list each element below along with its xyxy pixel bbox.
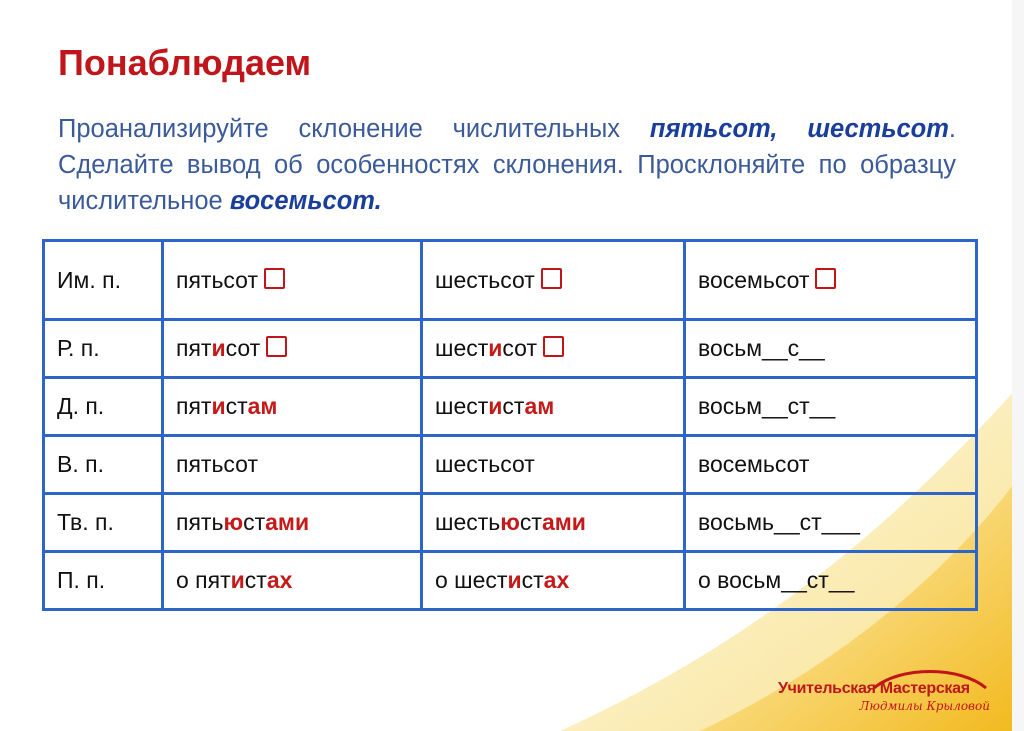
morpheme-box-icon: [266, 336, 287, 357]
publisher-logo: [778, 664, 998, 716]
word-part: пятьсот: [176, 451, 259, 477]
word-form-cell: [163, 241, 422, 320]
case-label: Д. п.: [44, 378, 163, 436]
word-form-cell: [685, 552, 977, 610]
case-label: Им. п.: [44, 241, 163, 320]
morpheme-box-icon: [264, 268, 285, 289]
highlighted-morpheme: ах: [543, 567, 570, 593]
word-part: шест: [435, 393, 489, 419]
word-part: ст: [244, 567, 267, 593]
word-form-cell: [422, 320, 685, 378]
numeral-vosemsot: восемьсот.: [229, 187, 382, 215]
highlighted-morpheme: ах: [266, 567, 293, 593]
word-part: сот: [502, 335, 538, 361]
word-part: восьм__с__: [698, 335, 825, 361]
morpheme-box-icon: [541, 268, 562, 289]
highlighted-morpheme: ю: [223, 509, 244, 535]
word-form-cell: [685, 494, 977, 552]
word-form-cell: [685, 436, 977, 494]
word-form-cell: [422, 552, 685, 610]
word-part: ст: [225, 393, 248, 419]
logo-main-text: Учительская Мастерская: [778, 680, 970, 697]
highlighted-morpheme: и: [230, 567, 245, 593]
word-form-cell: [685, 241, 977, 320]
highlighted-morpheme: и: [488, 393, 503, 419]
word-form-cell: [422, 436, 685, 494]
instruction-part: . Сделайте вывод об особенностях склонения. Просклоняйте по образцу числительное: [58, 115, 957, 215]
instruction-part: Проанализируйте склонение числительных: [58, 115, 650, 143]
word-part: восьмь__ст___: [698, 509, 861, 535]
highlighted-morpheme: ам: [247, 393, 278, 419]
word-part: ст: [502, 393, 525, 419]
morpheme-box-icon: [815, 268, 836, 289]
highlighted-morpheme: ами: [541, 509, 586, 535]
word-form-cell: [163, 436, 422, 494]
word-part: ст: [521, 567, 544, 593]
numeral-shestsot: шестьсот: [807, 115, 949, 143]
highlighted-morpheme: и: [507, 567, 522, 593]
word-part: шестьсот: [435, 266, 535, 293]
word-part: восьм__ст__: [698, 393, 836, 419]
table-row: [44, 436, 977, 494]
highlighted-morpheme: ю: [500, 509, 520, 535]
word-form-cell: [163, 552, 422, 610]
word-form-cell: [685, 378, 977, 436]
declension-table: [42, 239, 978, 611]
word-form-cell: [685, 320, 977, 378]
highlighted-morpheme: ам: [524, 393, 555, 419]
word-part: шесть: [435, 509, 501, 535]
word-form-cell: [163, 494, 422, 552]
table-row: [44, 378, 977, 436]
word-part: пятьсот: [176, 266, 259, 293]
word-form-cell: [163, 378, 422, 436]
table-row: [44, 494, 977, 552]
word-part: сот: [225, 335, 261, 361]
highlighted-morpheme: и: [211, 393, 226, 419]
word-form-cell: [422, 241, 685, 320]
word-part: о восьм__ст__: [698, 567, 855, 593]
word-part: пять: [176, 509, 224, 535]
word-part: ст: [243, 509, 266, 535]
word-form-cell: [422, 378, 685, 436]
case-label: Р. п.: [44, 320, 163, 378]
word-form-cell: [163, 320, 422, 378]
word-part: о пят: [176, 567, 231, 593]
word-part: восемьсот: [698, 451, 810, 477]
case-label: В. п.: [44, 436, 163, 494]
logo-sub-text: Людмилы Крыловой: [859, 699, 990, 713]
word-part: ст: [519, 509, 542, 535]
morpheme-box-icon: [543, 336, 564, 357]
word-part: пят: [176, 393, 212, 419]
case-label: Тв. п.: [44, 494, 163, 552]
word-part: о шест: [435, 567, 508, 593]
table-row: [44, 320, 977, 378]
word-part: шест: [435, 335, 489, 361]
highlighted-morpheme: ами: [265, 509, 310, 535]
word-part: пят: [176, 335, 212, 361]
highlighted-morpheme: и: [211, 335, 226, 361]
instruction-text: [58, 111, 956, 219]
highlighted-morpheme: и: [488, 335, 503, 361]
page-title: Понаблюдаем: [58, 42, 312, 83]
numeral-pyatsot: пятьсот,: [649, 115, 778, 143]
case-label: П. п.: [44, 552, 163, 610]
word-part: шестьсот: [435, 451, 535, 477]
table-row: [44, 241, 977, 320]
word-part: восемьсот: [698, 266, 810, 293]
table-row: [44, 552, 977, 610]
word-form-cell: [422, 494, 685, 552]
